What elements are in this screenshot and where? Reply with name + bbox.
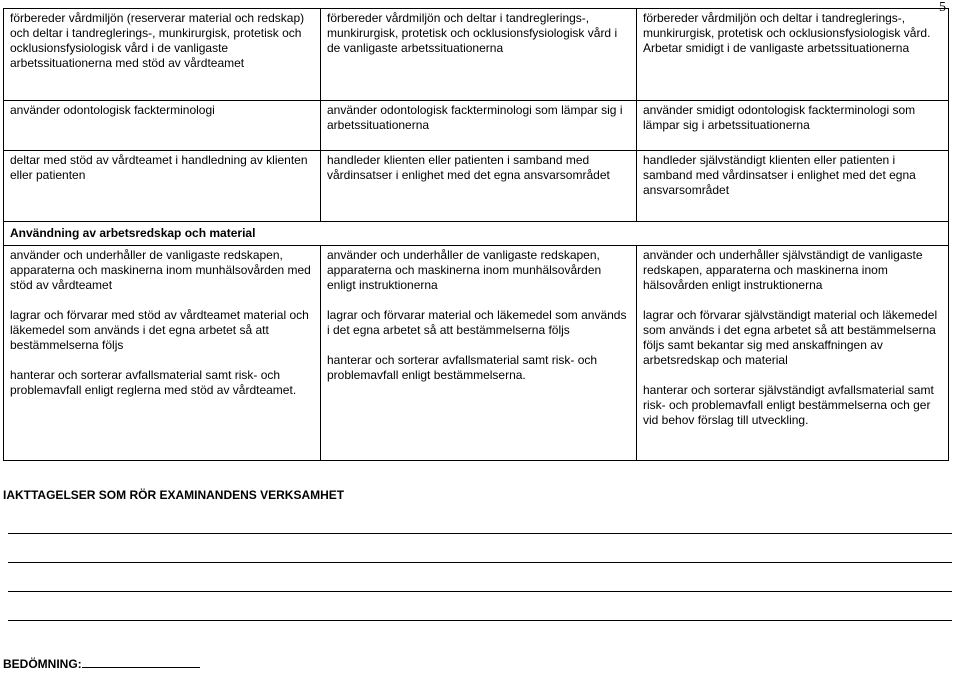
writing-line [8,620,952,621]
table-cell [321,246,637,461]
criteria-text: hanterar och sorterar avfallsmaterial samt risk- och problemavfall enligt reglerna med stöd av vårdteamet. [10,368,297,397]
table-cell [321,101,637,151]
table-row [4,151,949,222]
writing-line [8,533,952,534]
criteria-text: förbereder vårdmiljön och deltar i tandreglerings-, munkirurgisk, protetisk och ocklusionsfysiologisk vård. Arbetar smidigt i de vanligaste arbetssituationerna [643,11,931,55]
grading-blank[interactable] [82,657,200,668]
table-cell [637,151,949,222]
criteria-text: hanterar och sorterar självständigt avfallsmaterial samt risk- och problemavfall enligt bestämmelserna och ger vid behov förslag till utveckling. [643,383,934,427]
criteria-text: förbereder vårdmiljön och deltar i tandreglerings-, munkirurgisk, protetisk och ocklusionsfysiologisk vård i de vanligaste arbetssituationerna [327,11,618,55]
assessment-criteria-table [3,8,949,461]
criteria-text: handleder klienten eller patienten i samband med vårdinsatser i enlighet med det egna ansvarsområdet [327,153,610,182]
table-row [4,101,949,151]
criteria-text: lagrar och förvarar självständigt material och läkemedel som används i det egna arbetet så att bestämmelserna följs samt bekantar sig med anskaffningen av arbetsredskap och material [643,308,938,367]
criteria-text: deltar med stöd av vårdteamet i handledning av klienten eller patienten [10,153,308,182]
table-cell [637,9,949,101]
page-number: 5 [939,0,946,15]
grading-label: BEDÖMNING: [3,657,82,671]
table-cell [637,101,949,151]
table-cell [4,246,321,461]
criteria-text: använder smidigt odontologisk fackterminologi som lämpar sig i arbetssituationerna [643,103,916,132]
criteria-text: förbereder vårdmiljön (reserverar material och redskap) och deltar i tandreglerings-, munkirurgisk, protetisk och ocklusionsfysiologisk vård i de vanligaste arbetssituationerna med stöd av vårdteamet [10,11,305,70]
criteria-text: lagrar och förvarar material och läkemedel som används i det egna arbetet så att bestämmelserna följs [327,308,627,337]
writing-line [8,591,952,592]
table-row [4,222,949,246]
table-cell [321,151,637,222]
table-cell [4,151,321,222]
observations-title: IAKTTAGELSER SOM RÖR EXAMINANDENS VERKSAMHET [3,488,345,502]
table-cell [4,101,321,151]
writing-line [8,562,952,563]
table-row [4,9,949,101]
criteria-text: hanterar och sorterar avfallsmaterial samt risk- och problemavfall enligt bestämmelserna. [327,353,598,382]
criteria-text: handleder självständigt klienten eller patienten i samband med vårdinsatser i enlighet med det egna ansvarsområdet [643,153,916,197]
criteria-text: lagrar och förvarar med stöd av vårdteamet material och läkemedel som används i det egna arbetet så att bestämmelserna följs [10,308,309,352]
table-cell [637,246,949,461]
section-heading: Användning av arbetsredskap och material [4,222,949,246]
criteria-text: använder och underhåller självständigt de vanligaste redskapen, apparaterna och maskinerna inom hälsovården enligt instruktionerna [643,248,923,292]
criteria-text: använder odontologisk fackterminologi [10,103,215,117]
table-row [4,246,949,461]
criteria-text: använder och underhåller de vanligaste redskapen, apparaterna och maskinerna inom munhälsovården med stöd av vårdteamet [10,248,311,292]
grading-field [3,657,200,671]
criteria-text: använder och underhåller de vanligaste redskapen, apparaterna och maskinerna inom munhälsovården enligt instruktionerna [327,248,602,292]
table-cell [4,9,321,101]
table-cell [321,9,637,101]
criteria-text: använder odontologisk fackterminologi som lämpar sig i arbetssituationerna [327,103,623,132]
